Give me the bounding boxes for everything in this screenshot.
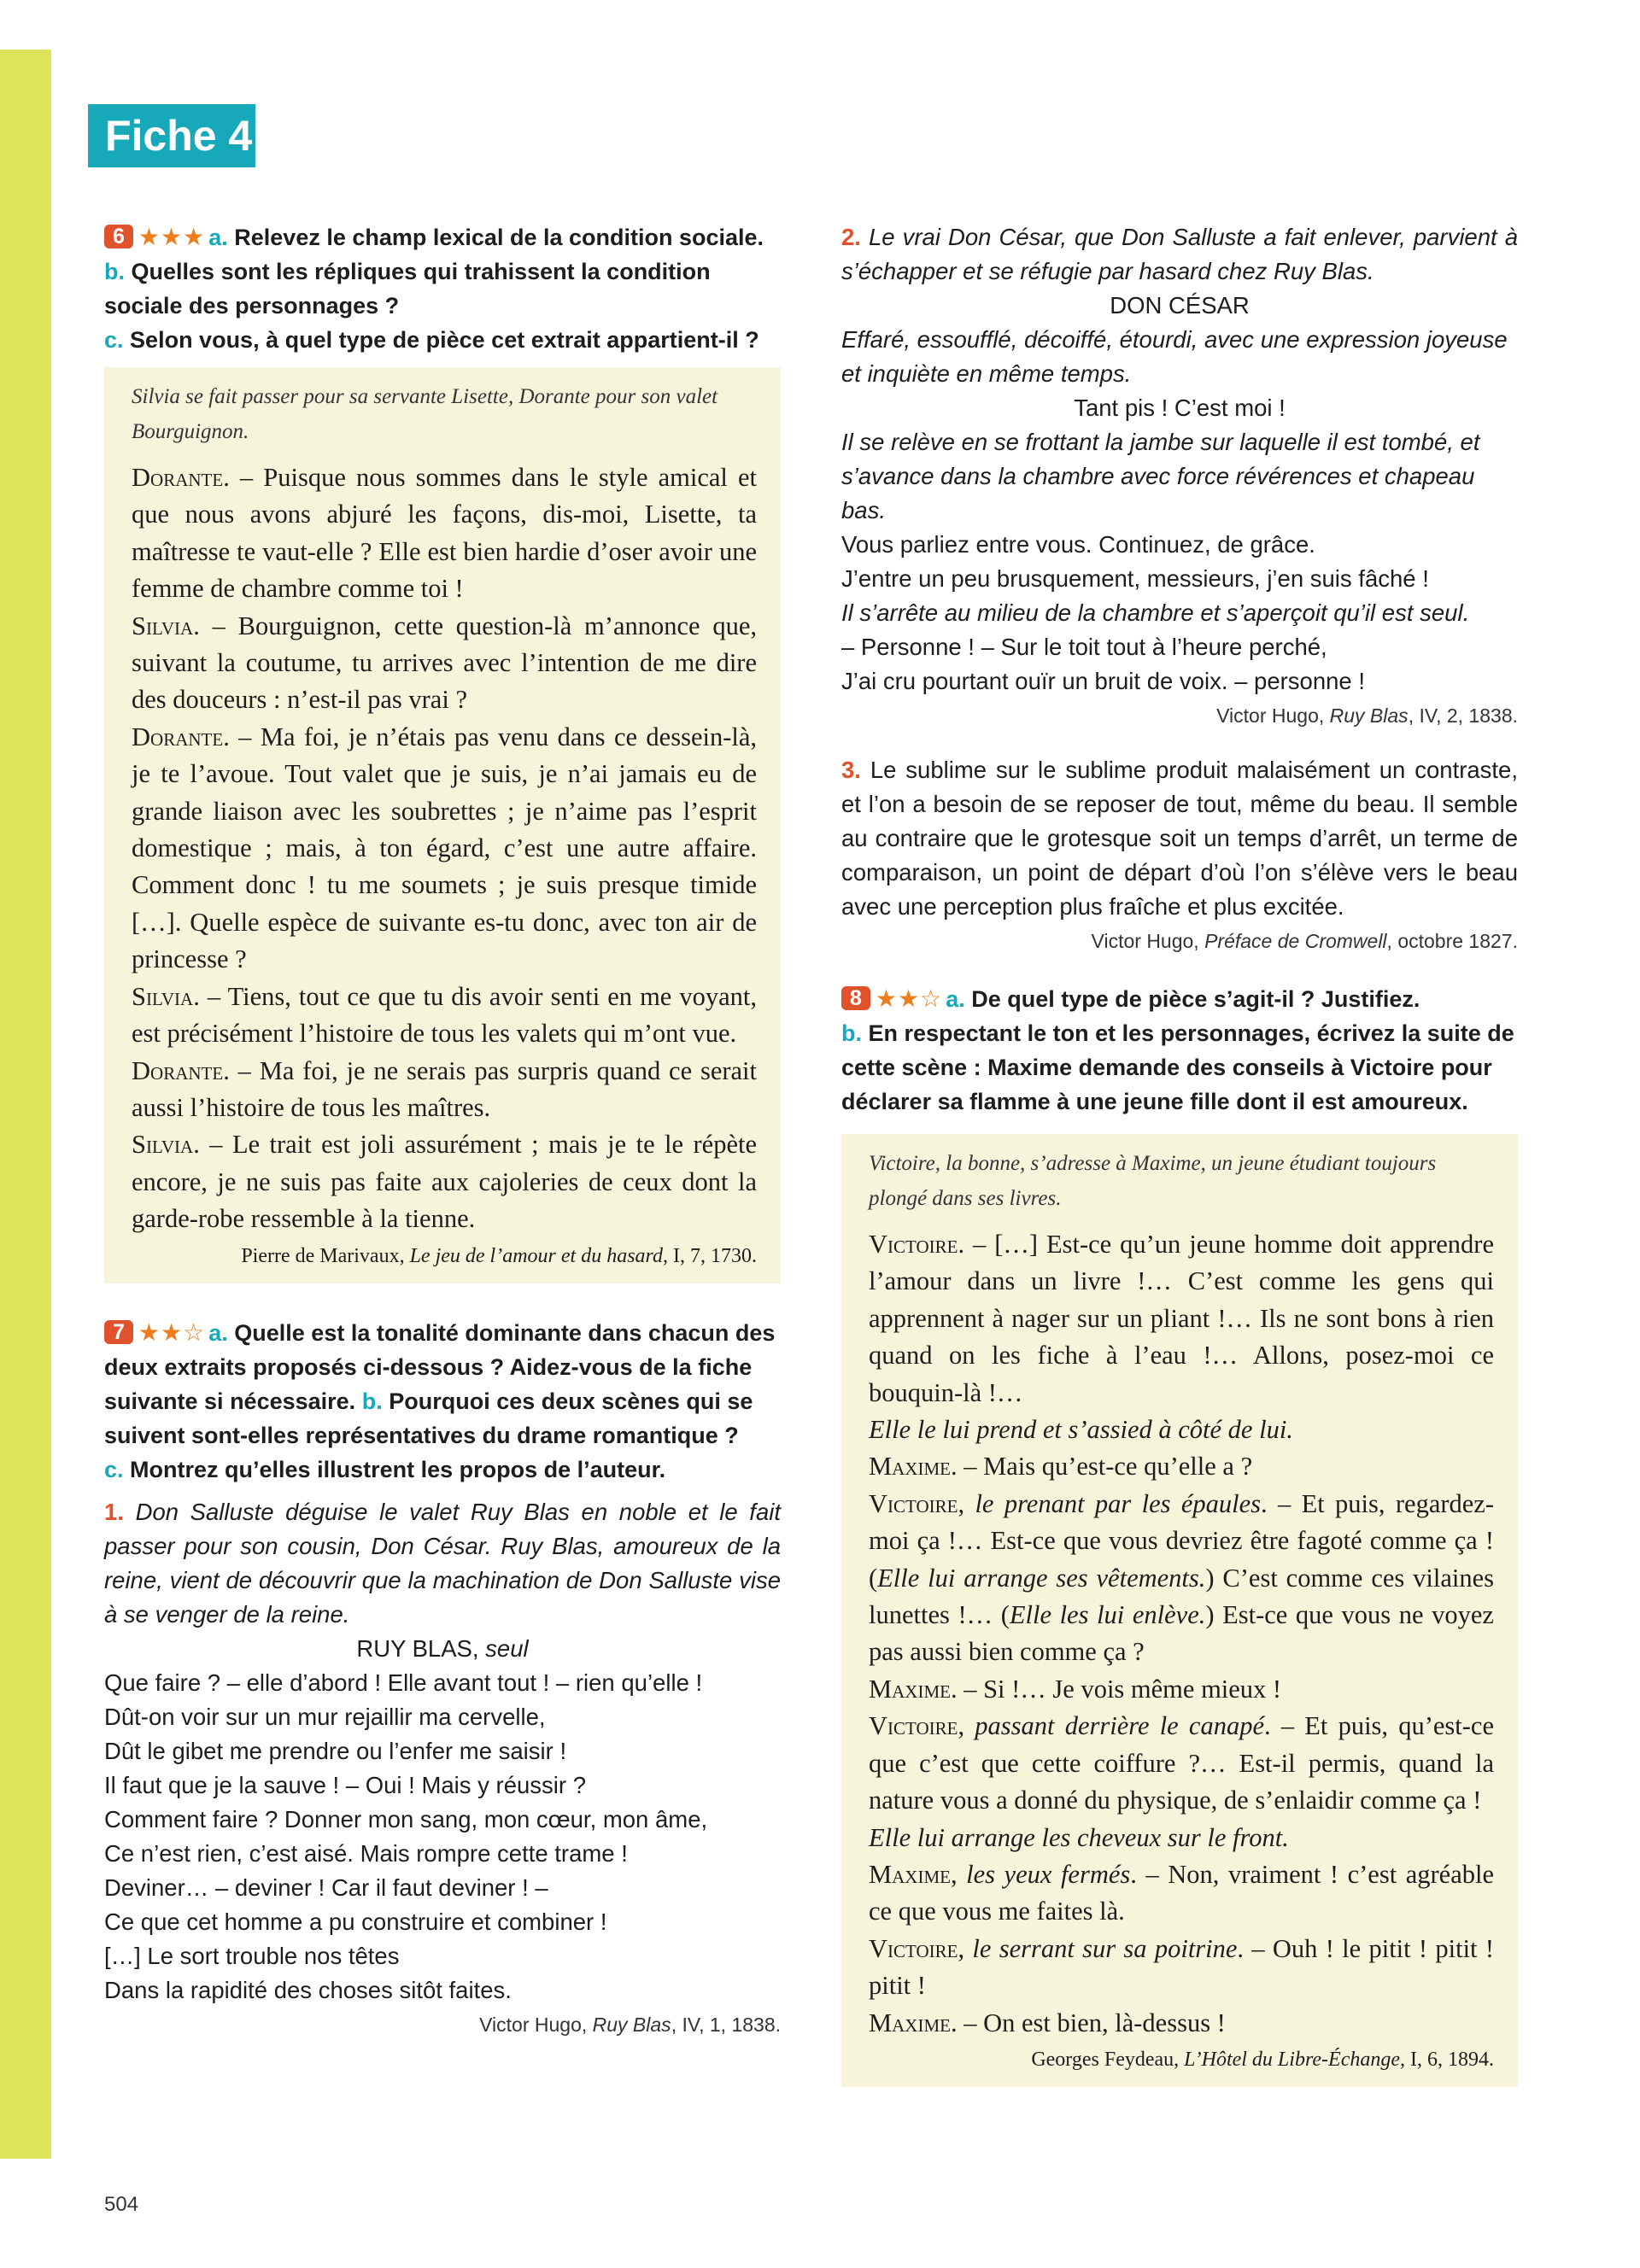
dialogue-line: Silvia. – Tiens, tout ce que tu dis avoir senti en me voyant, est précisément l’histoire de tous les valets qui m’ont vue. xyxy=(132,981,757,1049)
ex7-number-badge: 7 xyxy=(104,1320,133,1344)
ex7-text-1: 1. Don Salluste déguise le valet Ruy Blas en noble et le fait passer pour son cousin, Don César. Ruy Blas, amoureux de la reine, vient de découvrir que la machination de Don Salluste vise à se venger de la reine. RUY BLAS, seul Que faire ? – elle d’abord ! Elle avant tout ! – rien qu’elle ! Dût-on voir sur un mur rejaillir ma cervelle, Dût le gibet me prendre ou l’enfer me saisir ! Il faut que je la sauve ! – Oui ! Mais y réussir ? Comment faire ? Donner mon sang, mon cœur, mon âme, Ce n’est rien, c’est aisé. Mais rompre cette trame ! Deviner… – deviner ! Car il faut deviner ! – Ce que cet homme a pu construire et combiner ! […] Le sort trouble nos têtes Dans la rapidité des choses sitôt faites. Victor Hugo, Ruy Blas, IV, 1, 1838. xyxy=(104,1495,781,2042)
ex6-question-a: Relevez le champ lexical de la condition sociale. xyxy=(234,225,764,250)
ex6-questions: 6 ★★★ a. Relevez le champ lexical de la condition sociale. b. Quelles sont les répliques qui trahissent la condition sociale des personnages ? c. Selon vous, à quel type de pièce cet extrait appartient-il ? xyxy=(104,224,764,353)
ex8-question-b: En respectant le ton et les personnages, écrivez la suite de cette scène : Maxime demande des conseils à Victoire pour déclarer sa flamme à une jeune fille dont il est amoureux. xyxy=(841,1020,1514,1114)
ex7-question-c: Montrez qu’elles illustrent les propos de l’auteur. xyxy=(130,1456,666,1482)
dialogue-line: Dorante. – Puisque nous sommes dans le style amical et que nous avons abjuré les façons, dis-moi, Lisette, ta maîtresse te vaut-elle ? Elle est bien hardie d’oser avoir une femme de chambre comme toi ! xyxy=(132,463,757,604)
ex6-source: Pierre de Marivaux, Le jeu de l’amour et du hasard, I, 7, 1730. xyxy=(241,1244,757,1267)
dialogue-line: Dorante. – Ma foi, je n’étais pas venu dans ce dessein-là, je te l’avoue. Tout valet que je suis, je n’ai jamais eu de grande liaison avec les soubrettes ; je n’aime pas l’esprit domestique ; mais, à ton égard, c’est une autre affaire. Comment donc ! tu me soumets ; je suis presque timide […]. Quelle espèce de suivante es-tu donc, avec ton air de princesse ? xyxy=(132,722,757,974)
ex8-stars-icon: ★★☆ xyxy=(875,985,943,1012)
stage-direction: Effaré, essoufflé, décoiffé, étourdi, avec une expression joyeuse et inquiète en même temps. xyxy=(841,326,1508,387)
stage-direction: Il s’arrête au milieu de la chambre et s’aperçoit qu’il est seul. xyxy=(841,599,1470,626)
t1-source: Victor Hugo, Ruy Blas, IV, 1, 1838. xyxy=(479,2013,781,2036)
ex8-intro: Victoire, la bonne, s’adresse à Maxime, un jeune étudiant toujours plongé dans ses livres. xyxy=(869,1152,1437,1210)
verse-line: – Personne ! – Sur le toit tout à l’heure perché, xyxy=(841,634,1327,660)
verse-line: J’ai cru pourtant ouïr un bruit de voix. – personne ! xyxy=(841,668,1365,694)
verse-line: Que faire ? – elle d’abord ! Elle avant tout ! – rien qu’elle ! xyxy=(104,1669,703,1696)
ex8-question-a: De quel type de pièce s’agit-il ? Justifiez. xyxy=(971,986,1420,1012)
stage-direction: Elle lui arrange les cheveux sur le front. xyxy=(869,1822,1289,1852)
dialogue-line: Victoire. – […] Est-ce qu’un jeune homme doit apprendre l’amour dans un livre !… C’est comme les gens qui apprennent à nager sur un pliant !… Ils ne sont bons à rien quand on les fiche à l’eau !… Allons, posez-moi ce bouquin-là !… xyxy=(869,1230,1494,1407)
verse-line: Dans la rapidité des choses sitôt faites. xyxy=(104,1976,512,2003)
ex6-extract xyxy=(104,367,781,1283)
verse-line: Ce que cet homme a pu construire et combiner ! xyxy=(104,1908,607,1935)
stage-direction: Il se relève en se frottant la jambe sur laquelle il est tombé, et s’avance dans la chambre avec force révérences et chapeau bas. xyxy=(841,429,1480,523)
t2-intro: Le vrai Don César, que Don Salluste a fait enlever, parvient à s’échapper et se réfugie par hasard chez Ruy Blas. xyxy=(841,224,1519,284)
ex6-stars-icon: ★★★ xyxy=(138,224,206,250)
verse-line: Comment faire ? Donner mon sang, mon cœur, mon âme, xyxy=(104,1805,708,1833)
ex7-question-b: Pourquoi ces deux scènes qui se suivent sont-elles représentatives du drame romantique ? xyxy=(104,1388,753,1448)
ex6-question-b: Quelles sont les répliques qui trahissent la condition sociale des personnages ? xyxy=(104,259,711,319)
verse-line: Vous parliez entre vous. Continuez, de grâce. xyxy=(841,531,1315,558)
t1-speaker: RUY BLAS, seul xyxy=(356,1634,529,1662)
ex7-question-a: Quelle est la tonalité dominante dans chacun des deux extraits proposés ci-dessous ? Aidez-vous de la fiche suivante si nécessaire. xyxy=(104,1319,776,1414)
t2-source: Victor Hugo, Ruy Blas, IV, 2, 1838. xyxy=(1216,704,1518,727)
dialogue-line: Maxime. – Si !… Je vois même mieux ! xyxy=(869,1674,1282,1704)
ex7-text-2: 2. Le vrai Don César, que Don Salluste a fait enlever, parvient à s’échapper et se réfugie par hasard chez Ruy Blas. DON CÉSAR Effaré, essoufflé, décoiffé, étourdi, avec une expression joyeuse et inquiète en même temps. Tant pis ! C’est moi ! Il se relève en se frottant la jambe sur laquelle il est tombé, et s’avance dans la chambre avec force révérences et chapeau bas. Vous parliez entre vous. Continuez, de grâce. J’entre un peu brusquement, messieurs, j’en suis fâché ! Il s’arrête au milieu de la chambre et s’aperçoit qu’il est seul. – Personne ! – Sur le toit tout à l’heure perché, J’ai cru pourtant ouïr un bruit de voix. – personne ! Victor Hugo, Ruy Blas, IV, 2, 1838. xyxy=(841,220,1518,733)
verse-line: Il faut que je la sauve ! – Oui ! Mais y réussir ? xyxy=(104,1771,587,1798)
ex8-source: Georges Feydeau, L’Hôtel du Libre-Échange, I, 6, 1894. xyxy=(1031,2048,1494,2071)
side-color-bar xyxy=(0,50,51,2159)
verse-line: Dût-on voir sur un mur rejaillir ma cervelle, xyxy=(104,1703,546,1730)
stage-direction: Elle le lui prend et s’assied à côté de lui. xyxy=(869,1415,1293,1445)
dialogue-line: Silvia. – Bourguignon, cette question-là m’annonce que, suivant la coutume, tu arrives avec l’intention de me dire des douceurs : n’est-il pas vrai ? xyxy=(132,611,757,715)
t1-intro: Don Salluste déguise le valet Ruy Blas en noble et le fait passer pour son cousin, Don César. Ruy Blas, amoureux de la reine, vient de découvrir que la machination de Don Salluste vise à se venger de la reine. xyxy=(104,1498,781,1628)
ex6-question-c: Selon vous, à quel type de pièce cet extrait appartient-il ? xyxy=(130,327,759,353)
ex7-stars-icon: ★★☆ xyxy=(138,1318,206,1346)
dialogue-line: Dorante. – Ma foi, je ne serais pas surpris quand ce serait aussi l’histoire de tous les maîtres. xyxy=(132,1055,757,1122)
dialogue-line: Maxime. – Mais qu’est-ce qu’elle a ? xyxy=(869,1452,1253,1482)
t3-text: Le sublime sur le sublime produit malaisément un contraste, et l’on a besoin de se reposer de tout, même du beau. Il semble au contraire que le grotesque soit un temps d’arrêt, un terme de comparaison, un point de départ d’où l’on s’élève vers le beau avec une perception plus fraîche et plus excitée. xyxy=(841,757,1518,920)
verse-line: Ce n’est rien, c’est aisé. Mais rompre cette trame ! xyxy=(104,1839,628,1867)
ex8-extract xyxy=(841,1134,1518,2087)
fiche-tab: Fiche 4 xyxy=(88,104,255,167)
verse-line: Dût le gibet me prendre ou l’enfer me saisir ! xyxy=(104,1737,567,1764)
ex8-number-badge: 8 xyxy=(841,986,870,1010)
verse-line: Deviner… – deviner ! Car il faut deviner ! – xyxy=(104,1873,548,1901)
dialogue-line: Victoire, le prenant par les épaules. – Et puis, regardez-moi ça !… Est-ce que vous devriez être fagoté comme ça ! (Elle lui arrange ses vêtements.) C’est comme ces vilaines lunettes !… (Elle les lui enlève.) Est-ce que vous ne voyez pas aussi bien comme ça ? xyxy=(869,1488,1494,1667)
ex7-questions: 7 ★★☆ a. Quelle est la tonalité dominante dans chacun des deux extraits proposés ci-dessous ? Aidez-vous de la fiche suivante si nécessaire. b. Pourquoi ces deux scènes qui se suivent sont-elles représentatives du drame romantique ? c. Montrez qu’elles illustrent les propos de l’auteur. xyxy=(104,1318,776,1482)
verse-line: Tant pis ! C’est moi ! xyxy=(1074,395,1286,421)
dialogue-line: Maxime. – On est bien, là-dessus ! xyxy=(869,2008,1226,2037)
ex6-number-badge: 6 xyxy=(104,225,133,248)
t3-source: Victor Hugo, Préface de Cromwell, octobre 1827. xyxy=(1091,930,1518,952)
verse-line: […] Le sort trouble nos têtes xyxy=(104,1942,400,1969)
dialogue-line: Victoire, le serrant sur sa poitrine. – Ouh ! le pitit ! pitit ! pitit ! xyxy=(869,1933,1494,2001)
ex8-questions: 8 ★★☆ a. De quel type de pièce s’agit-il ? Justifiez. b. En respectant le ton et les personnages, écrivez la suite de cette scène : Maxime demande des conseils à Victoire pour déclarer sa flamme à une jeune fille dont il est amoureux. xyxy=(841,985,1514,1114)
t2-speaker: DON CÉSAR xyxy=(1110,292,1250,319)
dialogue-line: Silvia. – Le trait est joli assurément ; mais je te le répète encore, je ne suis pas faite aux cajoleries de ceux dont la garde-robe ressemble à la tienne. xyxy=(132,1130,757,1234)
dialogue-line: Maxime, les yeux fermés. – Non, vraiment ! c’est agréable ce que vous me faites là. xyxy=(869,1859,1494,1926)
ex6-dialogue xyxy=(132,459,757,1238)
ex6-intro: Silvia se fait passer pour sa servante Lisette, Dorante pour son valet Bourguignon. xyxy=(132,385,718,443)
ex7-text-3: 3. Le sublime sur le sublime produit malaisément un contraste, et l’on a besoin de se reposer de tout, même du beau. Il semble au contraire que le grotesque soit un temps d’arrêt, un terme de comparaison, un point de départ d’où l’on s’élève vers le beau avec une perception plus fraîche et plus excitée. Victor Hugo, Préface de Cromwell, octobre 1827. xyxy=(841,753,1518,958)
dialogue-line: Victoire, passant derrière le canapé. – Et puis, qu’est-ce que c’est que cette coiffure ?… Est-il permis, quand la nature vous a donné du physique, de s’enlaidir comme ça ! xyxy=(869,1711,1494,1815)
right-column xyxy=(841,220,1518,2087)
verse-line: J’entre un peu brusquement, messieurs, j’en suis fâché ! xyxy=(841,565,1429,592)
page-number: 504 xyxy=(104,2193,139,2216)
left-column xyxy=(104,220,781,2042)
